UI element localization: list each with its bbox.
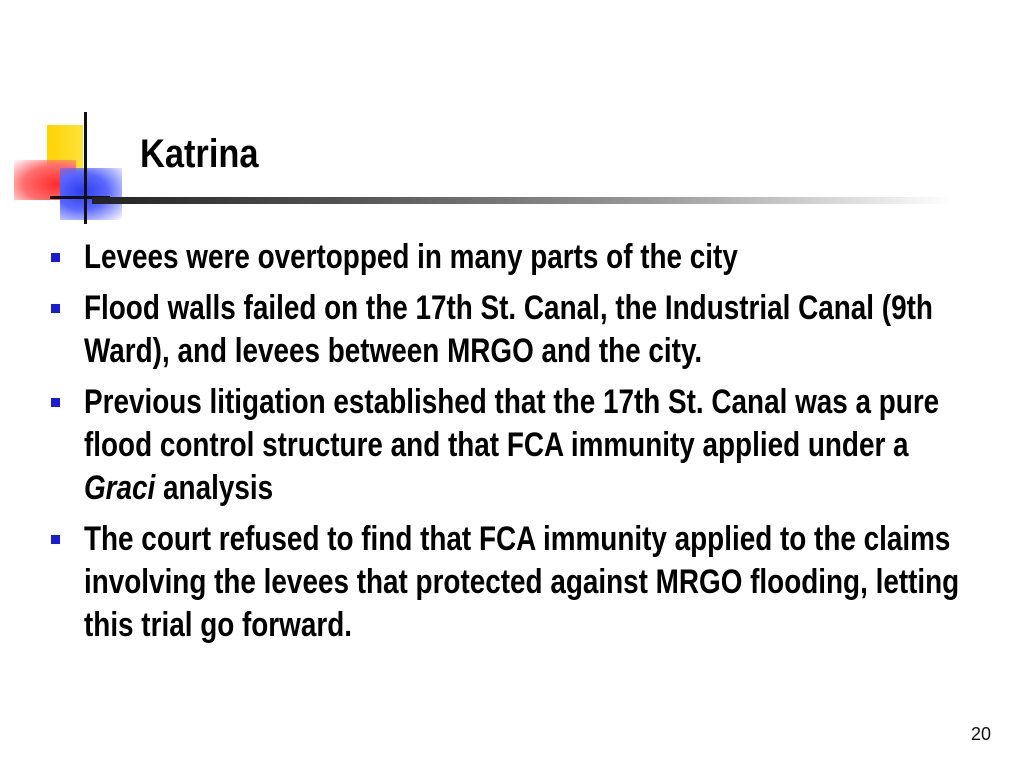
title-underline <box>92 197 952 204</box>
bullet-item <box>44 518 1004 647</box>
bullet-text-part: Previous litigation established that the 17th St. Canal was a pure flood control structure and that FCA immunity applied under a <box>84 383 940 464</box>
page-number: 20 <box>970 724 991 744</box>
bullet-square-icon <box>51 535 60 544</box>
bullet-square-icon <box>51 304 60 313</box>
case-name-italic: Graci <box>84 469 156 507</box>
bullet-square-icon <box>51 253 60 262</box>
bullet-item <box>44 236 1004 279</box>
logo-blue-block <box>60 168 122 220</box>
bullet-item <box>44 287 1004 373</box>
bullet-item <box>44 381 1004 510</box>
logo-vertical-line <box>84 112 87 224</box>
bullet-text: Flood walls failed on the 17th St. Canal, the Industrial Canal (9th Ward), and levees between MRGO and the city. <box>84 289 933 370</box>
bullet-text: Levees were overtopped in many parts of the city <box>84 238 738 276</box>
bullet-text: The court refused to find that FCA immunity applied to the claims involving the levees that protected against MRGO flooding, letting this trial go forward. <box>84 520 960 644</box>
slide-title: Katrina <box>140 132 259 176</box>
bullet-text-part: analysis <box>155 469 274 507</box>
bullet-list <box>44 236 1004 655</box>
bullet-text <box>84 381 970 510</box>
bullet-square-icon <box>51 398 60 407</box>
